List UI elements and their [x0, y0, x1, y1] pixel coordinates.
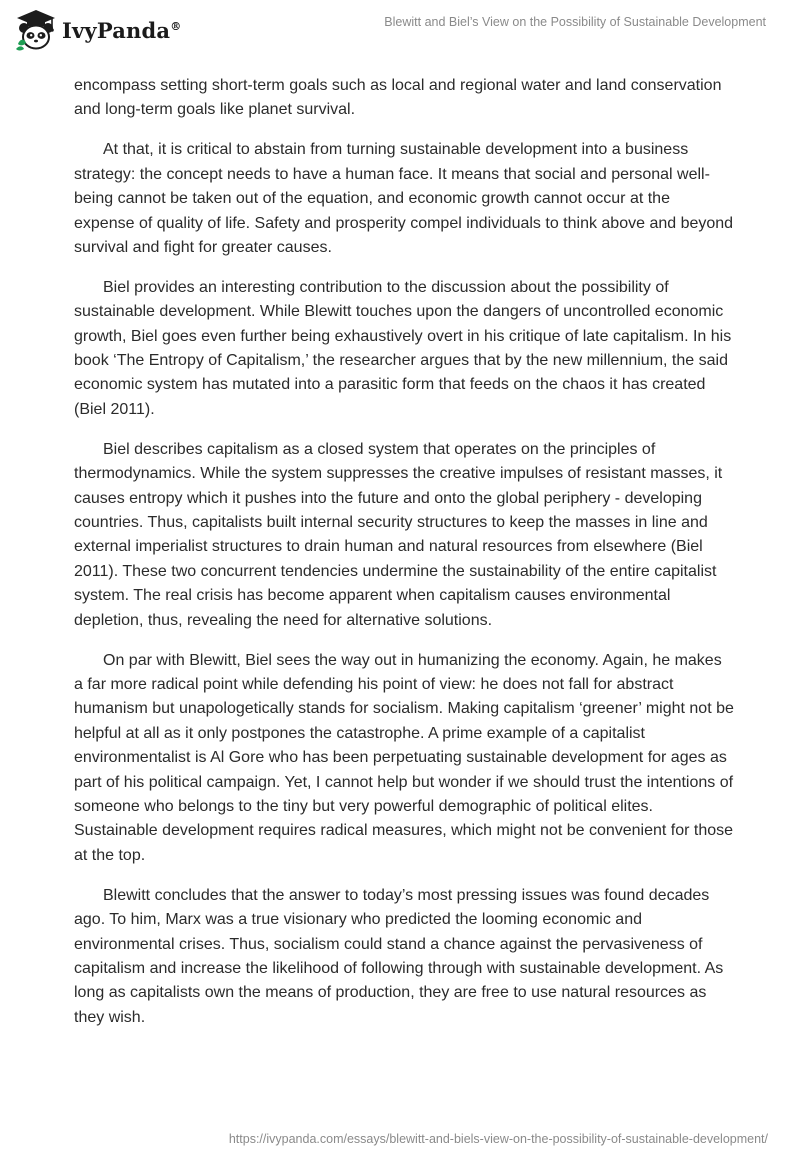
paragraph-6: Blewitt concludes that the answer to today’s most pressing issues was found decades ago. To him, Marx was a true visionary who predicted the looming economic and environmental crises. Thus, socialism could stand a chance against the pervasiveness of capitalism and increase the likelihood of following through with sustainable development. As long as capitalists own the means of production, they are free to use natural resources as they wish. [74, 886, 724, 1026]
paragraph-4: Biel describes capitalism as a closed system that operates on the principles of thermodynamics. While the system suppresses the creative impulses of resistant masses, it causes entropy which it pushes into the future and onto the global periphery - developing countries. Thus, capitalists built internal security structures to keep the masses in line and external imperialist structures to drain human and natural resources from elsewhere (Biel 2011). These two concurrent tendencies undermine the sustainability of the entire capitalist system. The real crisis has become apparent when capitalism causes environmental depletion, thus, revealing the need for alternative solutions. [74, 440, 723, 629]
document-title: Blewitt and Biel’s View on the Possibility of Sustainable Development [384, 15, 766, 29]
paragraph-5: On par with Blewitt, Biel sees the way out in humanizing the economy. Again, he makes a far more radical point while defending his point of view: he does not fall for abstract humanism but unapologetically stands for socialism. Making capitalism ‘greener’ might not be helpful at all as it only postpones the catastrophe. A prime example of a capitalist environmentalist is Al Gore who has been perpetuating sustainable development for ages as part of his political campaign. Yet, I cannot help but wonder if we should trust the intentions of someone who belongs to the tiny but very powerful demographic of political elites. Sustainable development requires radical measures, which might not be convenient for those at the top. [74, 651, 734, 864]
logo-wordmark: IvyPanda® [62, 17, 182, 43]
paragraph-1: encompass setting short-term goals such as local and regional water and land conservation and long-term goals like planet survival. [74, 77, 722, 119]
essay-body [74, 74, 734, 1046]
panda-graduate-icon [14, 8, 58, 52]
paragraph-2: At that, it is critical to abstain from turning sustainable development into a business strategy: the concept needs to have a human face. It means that social and personal well-being cannot be taken out of the equation, and economic growth cannot occur at the expense of quality of life. Safety and prosperity compel individuals to think above and beyond survival and fight for greater causes. [74, 141, 734, 256]
registered-mark: ® [170, 19, 182, 33]
ivypanda-logo[interactable] [14, 8, 181, 52]
page-header [0, 0, 800, 70]
paragraph-3: Biel provides an interesting contribution to the discussion about the possibility of sustainable development. While Blewitt touches upon the dangers of uncontrolled economic growth, Biel goes even further being exhaustively overt in his critique of late capitalism. In his book ‘The Entropy of Capitalism,’ the researcher argues that by the new millennium, the said economic system has mutated into a parasitic form that feeds on the chaos it has created (Biel 2011). [74, 278, 732, 418]
source-url-link[interactable]: https://ivypanda.com/essays/blewitt-and-biels-view-on-the-possibility-of-sustainable-development/ [228, 1132, 768, 1146]
